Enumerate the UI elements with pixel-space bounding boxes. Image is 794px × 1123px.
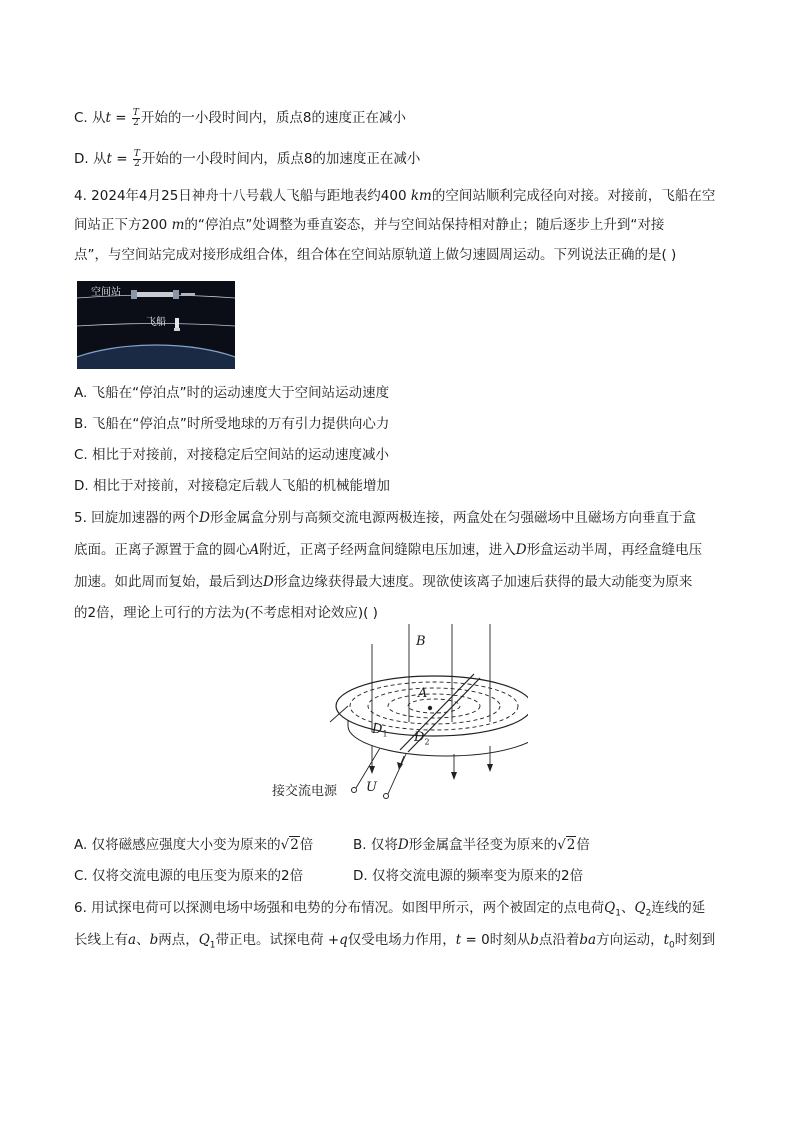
q4-stem-line2: 间站正下方200 m的“停泊点”处调整为垂直姿态，并与空间站保持相对静止；随后逐步上升到“对接 <box>74 217 665 233</box>
label-A: A <box>418 686 428 701</box>
photo-label-space-station: 空间站 <box>91 287 121 298</box>
photo-label-spacecraft: 飞船 <box>146 317 166 328</box>
q6-stem-line1: 6. 用试探电荷可以探测电场中场强和电势的分布情况。如图甲所示，两个被固定的点电荷$Q_1$、$Q_2$连线的延 <box>74 900 706 919</box>
q3-option-c: C. 从t = $\frac{T}{2}$ 开始的一小段时间内，质点8的速度正在减小 <box>74 107 406 128</box>
q5-stem-line3: 加速。如此周而复始，最后到达D形盒边缘获得最大速度。现欲使该离子加速后获得的最大动能变为原来 <box>74 574 693 590</box>
label-ac-power: 接交流电源 <box>272 784 338 799</box>
q5-stem-line2: 底面。正离子源置于盒的圆心A附近，正离子经两盒间缝隙电压加速，进入D形盒运动半周，再经盒缝电压 <box>74 542 703 558</box>
label-U: U <box>366 780 377 795</box>
q4-option-b: B. 飞船在“停泊点”时所受地球的万有引力提供向心力 <box>74 416 390 432</box>
q4-option-c: C. 相比于对接前，对接稳定后空间站的运动速度减小 <box>74 447 390 463</box>
q5-option-d: D. 仅将交流电源的频率变为原来的2倍 <box>353 868 584 884</box>
q5-option-b: B. 仅将D形金属盒半径变为原来的√2倍 <box>353 837 590 853</box>
q5-option-a: A. 仅将磁感应强度大小变为原来的√2倍 <box>74 837 314 853</box>
q4-option-a: A. 飞船在“停泊点”时的运动速度大于空间站运动速度 <box>74 385 390 401</box>
cyclotron-diagram <box>268 622 528 802</box>
q3-option-d: D. 从t = $\frac{T}{2}$ 开始的一小段时间内，质点8的加速度正在减小 <box>74 148 421 169</box>
label-D2: $D_2$ <box>414 730 430 747</box>
q4-option-d: D. 相比于对接前，对接稳定后载人飞船的机械能增加 <box>74 478 390 494</box>
q6-stem-line2: 长线上有a、b两点，$Q_1$带正电。试探电荷 +q仅受电场力作用，t = 0时刻从b点沿着ba方向运动，$t_0$时刻到 <box>74 932 716 951</box>
q4-stem-line1: 4. 2024年4月25日神舟十八号载人飞船与距地表约400 km的空间站顺利完成径向对接。对接前，飞船在空 <box>74 188 716 204</box>
space-station-photo <box>77 281 235 369</box>
q5-stem-line1: 5. 回旋加速器的两个D形金属盒分别与高频交流电源两极连接，两盒处在匀强磁场中且磁场方向垂直于盒 <box>74 510 696 526</box>
q4-stem-line3: 点”，与空间站完成对接形成组合体，组合体在空间站原轨道上做匀速圆周运动。下列说法正确的是( ) <box>74 247 677 263</box>
label-B: B <box>416 634 426 649</box>
q5-option-c: C. 仅将交流电源的电压变为原来的2倍 <box>74 868 304 884</box>
q5-stem-line4: 的2倍，理论上可行的方法为(不考虑相对论效应)( ) <box>74 605 378 621</box>
label-D1: $D_1$ <box>372 722 388 739</box>
fraction-t-over-2: $\frac{T}{2}$ <box>132 107 139 128</box>
